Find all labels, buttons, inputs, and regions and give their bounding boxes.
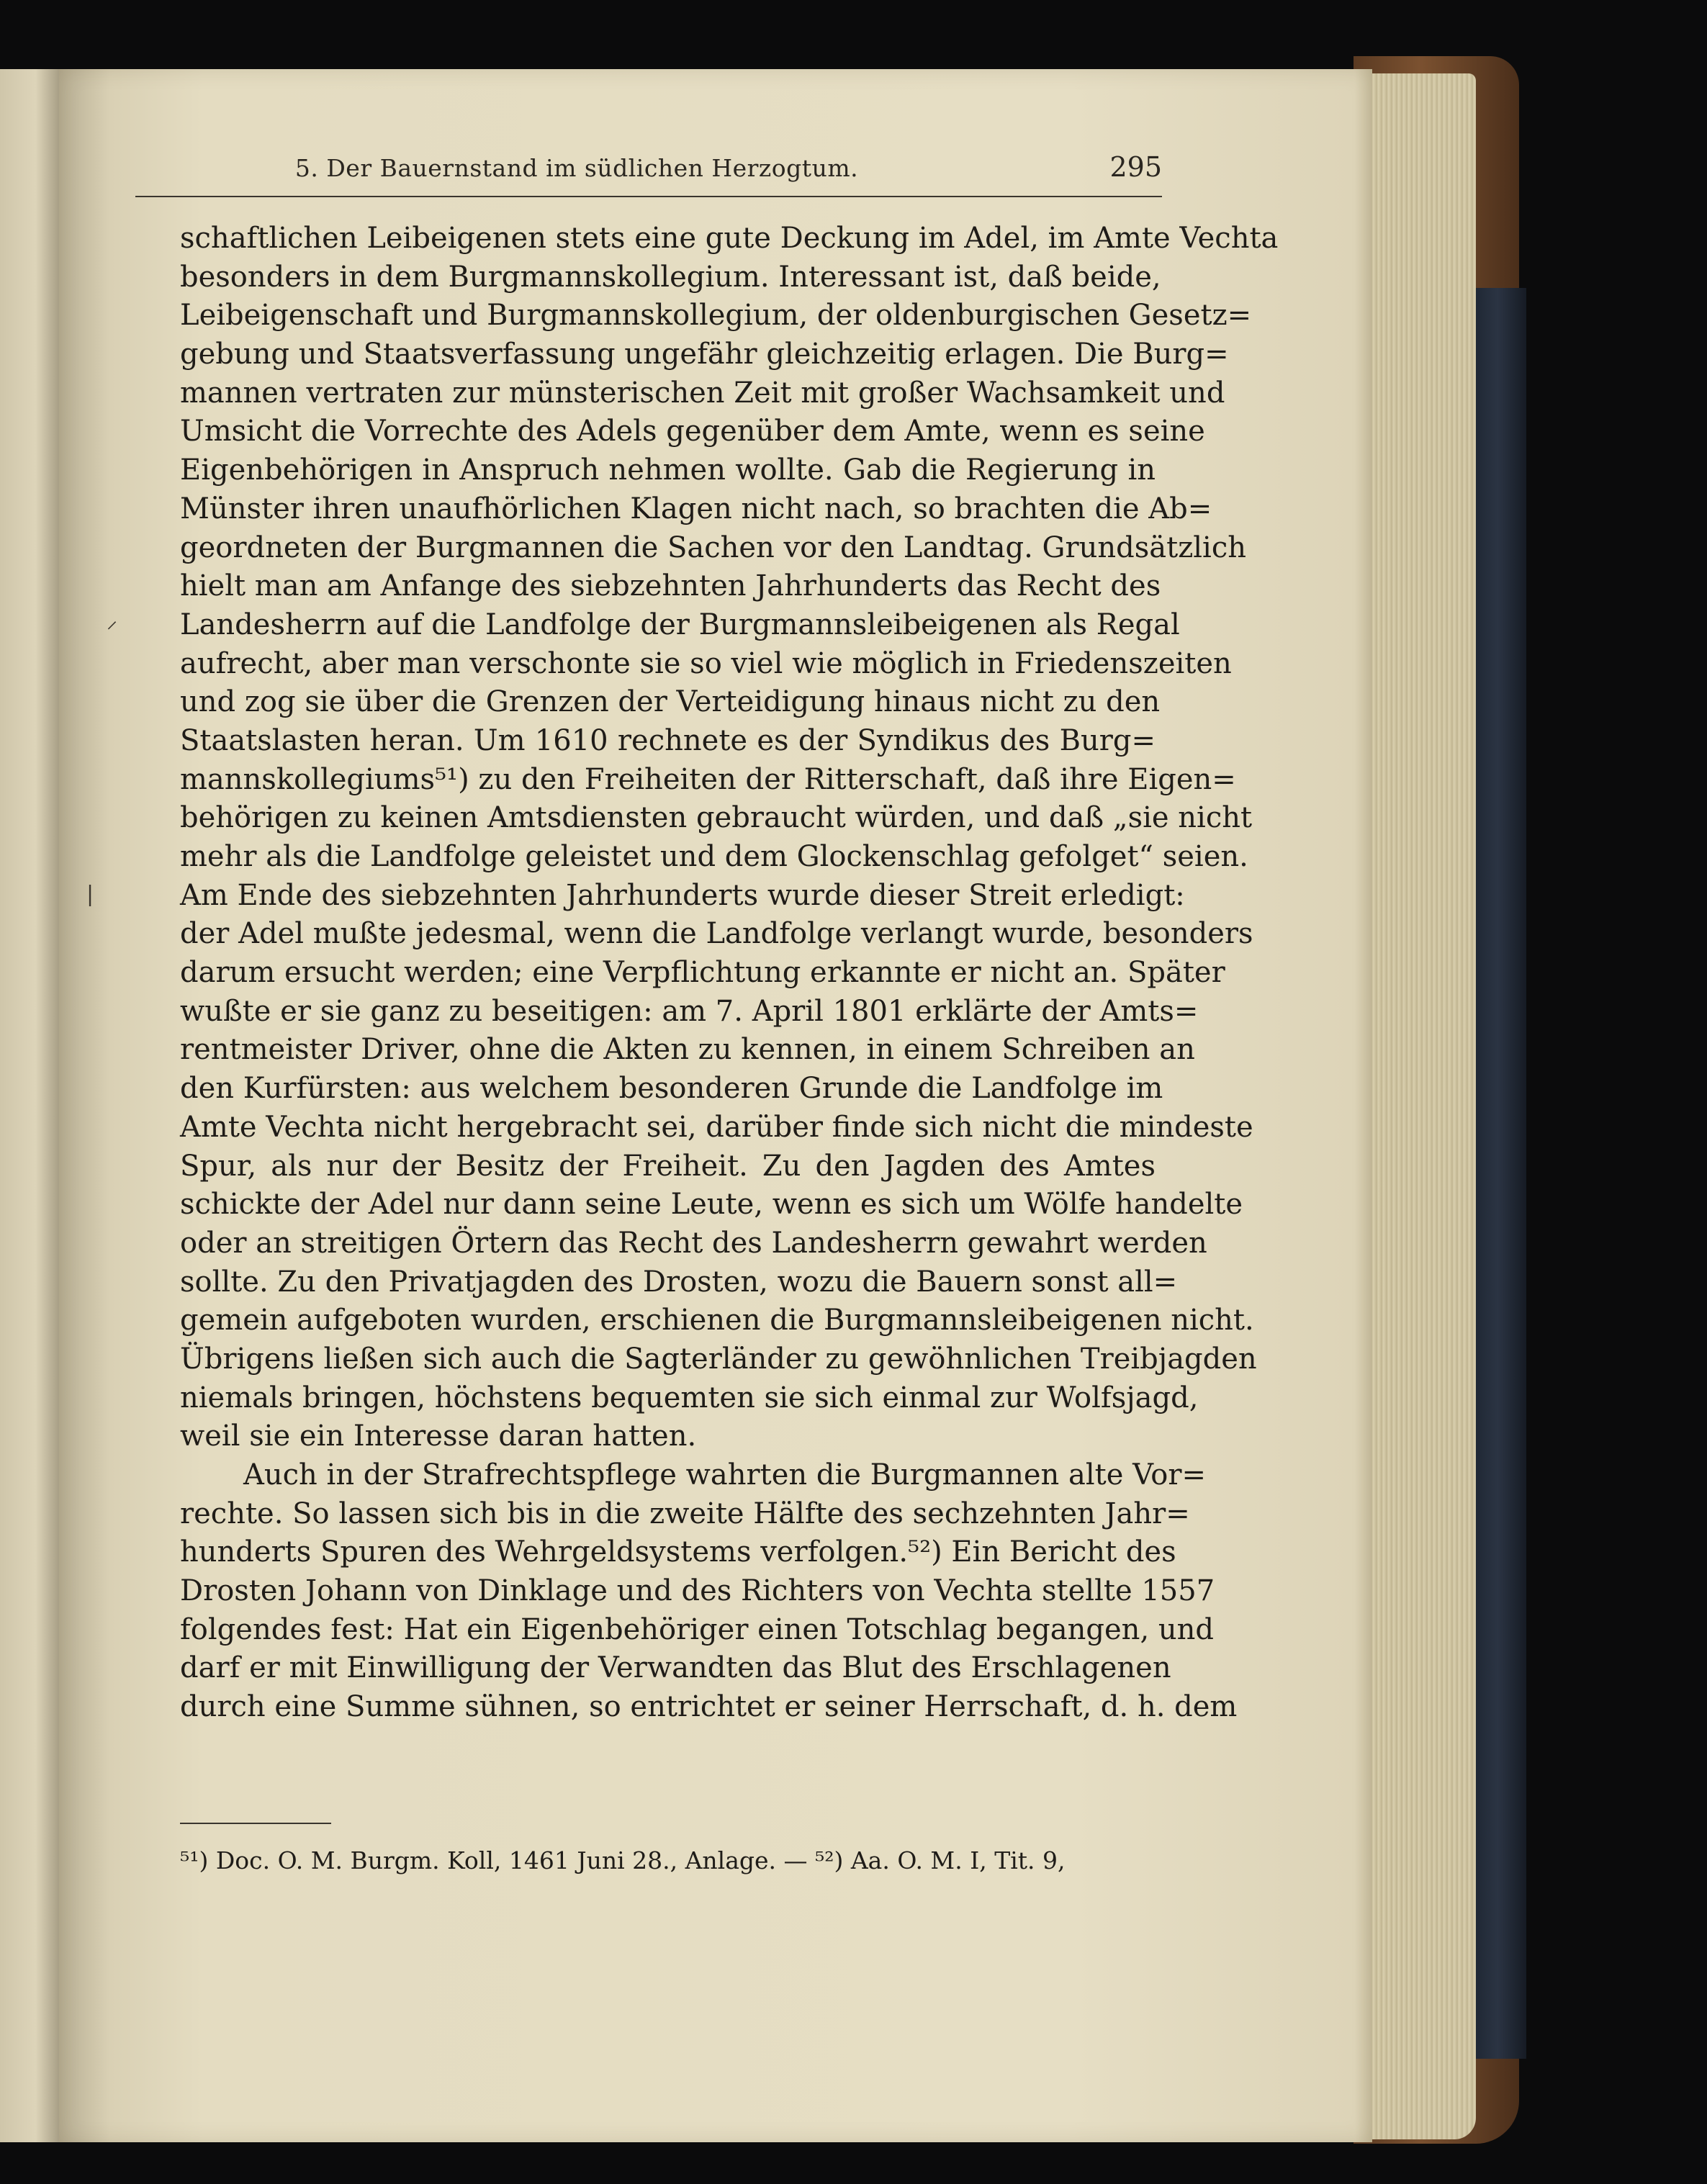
text-line: mehr als die Landfolge geleistet und dem Glockenschlag gefolget“ seien. [180,840,1248,873]
text-line: gemein aufgeboten wurden, erschienen die Burgmannsleibeigenen nicht. [180,1304,1254,1337]
text-line: darf er mit Einwilligung der Verwandten das Blut des Erschlagenen [180,1651,1171,1685]
text-line: Münster ihren unaufhörlichen Klagen nicht nach, so brachten die Ab= [180,492,1212,525]
book-spine [1469,288,1526,2059]
text-line: schaftlichen Leibeigenen stets eine gute Deckung im Adel, im Amte Vechta [180,222,1279,255]
text-line: durch eine Summe sühnen, so entrichtet er seiner Herrschaft, d. h. dem [180,1690,1238,1724]
margin-mark: | [86,882,94,907]
text-line: hunderts Spuren des Wehrgeldsystems verfolgen.⁵²) Ein Bericht des [180,1535,1176,1569]
text-line: Drosten Johann von Dinklage und des Richters von Vechta stellte 1557 [180,1574,1215,1608]
text-line: Leibeigenschaft und Burgmannskollegium, der oldenburgischen Gesetz= [180,299,1252,333]
text-line: den Kurfürsten: aus welchem besonderen Grunde die Landfolge im [180,1072,1163,1106]
text-line: rechte. So lassen sich bis in die zweite Hälfte des sechzehnten Jahr= [180,1497,1190,1530]
text-line: weil sie ein Interesse daran hatten. [180,1420,697,1453]
text-line: Spur, als nur der Besitz der Freiheit. Zu den Jagden des Amtes [180,1149,1156,1183]
text-line: folgendes fest: Hat ein Eigenbehöriger einen Totschlag begangen, und [180,1612,1214,1646]
text-line: schickte der Adel nur dann seine Leute, wenn es sich um Wölfe handelte [180,1188,1243,1222]
running-head-title: 5. Der Bauernstand im südlichen Herzogtum. [294,154,859,182]
text-line: gebung und Staatsverfassung ungefähr gleichzeitig erlagen. Die Burg= [180,338,1229,371]
footnote-rule [180,1823,331,1824]
text-line: mannskollegiums⁵¹) zu den Freiheiten der Ritterschaft, daß ihre Eigen= [180,762,1236,796]
footnotes: ⁵¹) Doc. O. M. Burgm. Koll, 1461 Juni 28., Anlage. — ⁵²) Aa. O. M. I, Tit. 9, [180,1846,1066,1874]
text-line: Umsicht die Vorrechte des Adels gegenüber dem Amte, wenn es seine [180,415,1205,448]
text-line: rentmeister Driver, ohne die Akten zu kennen, in einem Schreiben an [180,1033,1195,1067]
margin-mark: ⸝ [107,608,117,633]
text-line: behörigen zu keinen Amtsdiensten gebraucht würden, und daß „sie nicht [180,801,1253,835]
text-line: und zog sie über die Grenzen der Verteidigung hinaus nicht zu den [180,685,1161,719]
text-line: niemals bringen, höchstens bequemten sie sich einmal zur Wolfsjagd, [180,1381,1199,1414]
text-line: oder an streitigen Örtern das Recht des Landesherrn gewahrt werden [180,1226,1207,1260]
page-number: 295 [1109,151,1162,183]
page-edges [1368,73,1476,2139]
text-line: geordneten der Burgmannen die Sachen vor den Landtag. Grundsätzlich [180,531,1247,564]
text-line: Amte Vechta nicht hergebracht sei, darüber finde sich nicht die mindeste [180,1110,1253,1144]
text-line: der Adel mußte jedesmal, wenn die Landfolge verlangt wurde, besonders [180,917,1253,951]
body-text [180,220,1279,1727]
text-line: Übrigens ließen sich auch die Sagterländer zu gewöhnlichen Treibjagden [180,1342,1257,1376]
text-line: aufrecht, aber man verschonte sie so viel wie möglich in Friedenszeiten [180,646,1232,680]
text-line: sollte. Zu den Privatjagden des Drosten, wozu die Bauern sonst all= [180,1265,1178,1299]
running-head [135,150,1162,197]
text-line: mannen vertraten zur münsterischen Zeit mit großer Wachsamkeit und [180,376,1225,410]
text-line: Staatslasten heran. Um 1610 rechnete es der Syndikus des Burg= [180,723,1156,757]
text-line: Eigenbehörigen in Anspruch nehmen wollte. Gab die Regierung in [180,454,1156,487]
text-line: Landesherrn auf die Landfolge der Burgmannsleibeigenen als Regal [180,608,1180,641]
text-line: besonders in dem Burgmannskollegium. Interessant ist, daß beide, [180,260,1161,294]
left-page-edge [0,69,59,2142]
text-line: Auch in der Strafrechtspflege wahrten die Burgmannen alte Vor= [243,1458,1207,1492]
text-line: darum ersucht werden; eine Verpflichtung erkannte er nicht an. Später [180,956,1225,990]
text-line: Am Ende des siebzehnten Jahrhunderts wurde dieser Streit erledigt: [180,878,1185,912]
text-line: wußte er sie ganz zu beseitigen: am 7. April 1801 erklärte der Amts= [180,994,1199,1028]
text-line: hielt man am Anfange des siebzehnten Jahrhunderts das Recht des [180,569,1161,603]
